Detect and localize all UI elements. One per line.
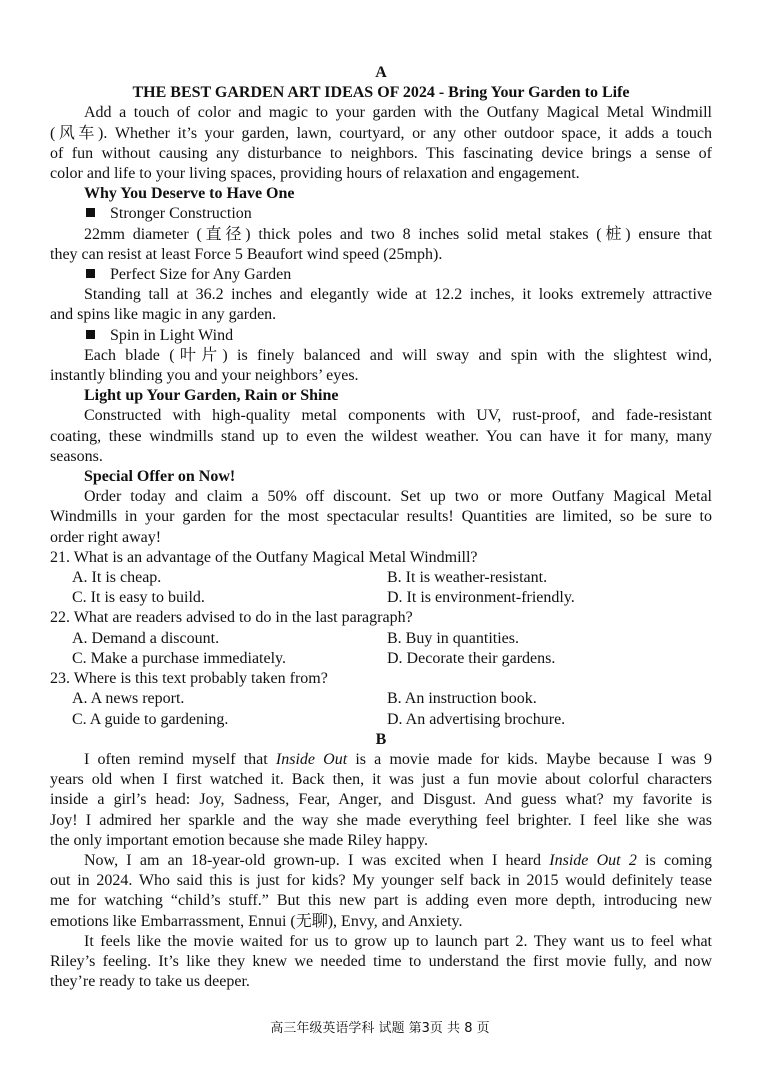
feature-heading [50, 265, 712, 285]
passage-line: me for watching “child’s stuff.” But this new part is adding even more depth, introducing new [50, 892, 712, 910]
passage-line: years old when I first watched it. Back then, it was just a fun movie about colorful characters [50, 771, 712, 789]
passage-line: It feels like the movie waited for us to grow up to launch part 2. They want us to feel what [84, 932, 712, 950]
passage-line [50, 750, 712, 770]
option-d: D. An advertising brochure. [387, 710, 566, 728]
movie-title: Inside Out [275, 750, 348, 768]
feature-line: Each blade (叶片) is finely balanced and will sway and spin with the slightest wind, [84, 346, 712, 364]
option-row [50, 710, 712, 730]
square-bullet-icon [86, 208, 95, 217]
option-d: D. It is environment-friendly. [387, 589, 575, 607]
feature-heading [50, 326, 712, 346]
section-b-label: B [375, 730, 387, 748]
question-stem: 21. What is an advantage of the Outfany Magical Metal Windmill? [50, 548, 478, 566]
option-d: D. Decorate their gardens. [387, 649, 556, 667]
exam-page [50, 63, 712, 992]
option-b: B. Buy in quantities. [387, 629, 519, 647]
text-run: is a movie made for kids. Maybe because I was 9 [347, 750, 713, 768]
light-line: seasons. [50, 447, 103, 465]
page-footer: 高三年级英语学科 试题 第3页 共 8 页 [270, 1021, 490, 1036]
light-heading: Light up Your Garden, Rain or Shine [84, 387, 339, 405]
option-row [50, 588, 712, 608]
feature-label: Stronger Construction [110, 205, 252, 223]
movie-title: Inside Out 2 [549, 851, 637, 869]
option-row [50, 649, 712, 669]
square-bullet-icon [86, 330, 95, 339]
option-b: B. An instruction book. [387, 690, 537, 708]
section-a-label: A [375, 64, 387, 81]
option-row [50, 689, 712, 709]
feature-heading [50, 204, 712, 224]
option-c: C. A guide to gardening. [72, 710, 229, 728]
square-bullet-icon [86, 269, 95, 278]
light-line: Constructed with high-quality metal components with UV, rust-proof, and fade-resistant [84, 407, 712, 425]
passage-line: the only important emotion because she made Riley happy. [50, 831, 428, 849]
why-heading: Why You Deserve to Have One [84, 185, 295, 203]
option-a: A. A news report. [72, 690, 185, 708]
feature-line: instantly blinding you and your neighbors’ eyes. [50, 367, 359, 385]
option-a: A. Demand a discount. [72, 629, 220, 647]
offer-line: Order today and claim a 50% off discount. Set up two or more Outfany Magical Metal [84, 488, 712, 506]
feature-line: Standing tall at 36.2 inches and elegantly wide at 12.2 inches, it looks extremely attractive [84, 286, 712, 304]
feature-label: Spin in Light Wind [110, 326, 234, 344]
question-stem: 22. What are readers advised to do in the last paragraph? [50, 609, 413, 627]
passage-line [50, 851, 712, 871]
light-line: coating, these windmills stand up to even the wildest weather. You can have it for many, many [50, 427, 712, 445]
option-c: C. It is easy to build. [72, 589, 205, 607]
intro-line: Add a touch of color and magic to your garden with the Outfany Magical Metal Windmill [84, 104, 712, 122]
intro-line: (风车). Whether it’s your garden, lawn, courtyard, or any other outdoor space, it adds a touch [50, 124, 712, 142]
intro-line: color and life to your living spaces, providing hours of relaxation and engagement. [50, 165, 580, 183]
passage-line: Joy! I admired her sparkle and the way she made everything feel brighter. I feel like she was [50, 811, 712, 829]
text-run: Now, I am an 18-year-old grown-up. I was excited when I heard [84, 851, 550, 869]
option-b: B. It is weather-resistant. [387, 569, 548, 587]
option-row [50, 629, 712, 649]
feature-label: Perfect Size for Any Garden [110, 266, 292, 284]
text-run: is coming [636, 851, 712, 869]
option-row [50, 568, 712, 588]
option-a: A. It is cheap. [72, 569, 162, 587]
option-c: C. Make a purchase immediately. [72, 649, 286, 667]
offer-line: order right away! [50, 528, 162, 546]
feature-line: 22mm diameter (直径) thick poles and two 8 inches solid metal stakes (桩) ensure that [84, 225, 712, 243]
intro-line: of fun without causing any disturbance to neighbors. This fascinating device brings a sense of [50, 144, 712, 162]
passage-line: they’re ready to take us deeper. [50, 973, 250, 991]
passage-line: out in 2024. Who said this is just for kids? My younger self back in 2015 would definitely tease [50, 872, 712, 890]
section-a-title: THE BEST GARDEN ART IDEAS OF 2024 - Bring Your Garden to Life [132, 84, 630, 102]
feature-line: they can resist at least Force 5 Beaufort wind speed (25mph). [50, 245, 443, 263]
question-stem: 23. Where is this text probably taken from? [50, 670, 328, 688]
feature-line: and spins like magic in any garden. [50, 306, 277, 324]
passage-line: Riley’s feeling. It’s like they knew we needed time to understand the first movie fully, and now [50, 952, 712, 970]
text-run: I often remind myself that [84, 750, 276, 768]
offer-line: Windmills in your garden for the most spectacular results! Quantities are limited, so be sure to [50, 508, 712, 526]
offer-heading: Special Offer on Now! [84, 468, 236, 486]
passage-line: emotions like Embarrassment, Ennui (无聊), Envy, and Anxiety. [50, 912, 463, 930]
passage-line: inside a girl’s head: Joy, Sadness, Fear, Anger, and Disgust. And guess what? my favorite is [50, 791, 712, 809]
